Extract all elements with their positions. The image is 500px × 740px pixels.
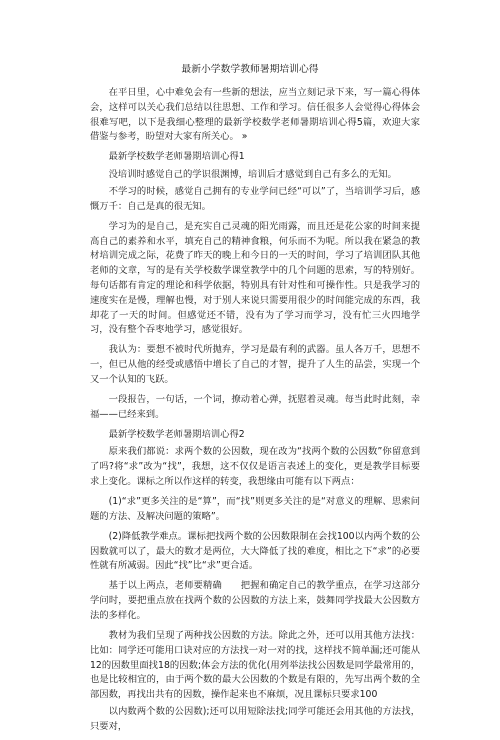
intro-paragraph: 在平日里，心中难免会有一些新的想法，应当立刻记录下来，写一篇心得体会，这样可以关心我们总结以往思想、工作和学习。信任很多人会觉得心得体会很难写吧，以下是我细心整理的最新学校数学老师暑期培训心得5篇，欢迎大家借鉴与参考，盼望对大家有所关心。 » [90,87,420,143]
section-heading: 最新学校数学老师暑期培训心得2 [108,428,245,440]
body-paragraph: 原来我们都说：求两个数的公因数，现在改为“找两个数的公因数”你留意到了吗?将“求”改为“找”，我想，这不仅仅是语言表述上的变化，更是教学目标要求上变化。课标之所以作这样的转变，我想缘由可能有以下两点： [90,446,420,488]
body-paragraph: 基于以上两点，老师要精确 把握和确定自己的教学重点，在学习这部分学问时，要把重点放在找两个数的公因数的方法上来，鼓舞同学找最大公因数方法的多样化。 [90,580,420,621]
body-paragraph: 没培训时感觉自己的学识很渊博，培训后才感觉到自己有多么的无知。 [108,169,397,181]
body-paragraph: 不学习的时候，感觉自己拥有的专业学问已经“可以”了，当培训学习后，感慨万千：自己是真的很无知。 [90,185,420,212]
page-title: 最新小学数学教师暑期培训心得 [181,64,319,75]
body-paragraph: 一段报告，一句话，一个词，撩动着心弹，抚慰着灵魂。每当此时此刻，幸福——已经来到。 [90,393,420,420]
body-paragraph: 教材为我们呈现了两种找公因数的方法。除此之外，还可以用其他方法找：比如：同学还可能用口诀对应的方法找一对一对的找，这样找不简单漏;还可能从12的因数里面找18的因数;体会方法的优化(用列举法找公因数是同学最常用的，也是比较相宜的，由于两个数的最大公因数的个数是有限的，先写出两个数的全部因数，再找出共有的因数，操作起来也不麻烦，况且课标只要求100 [90,629,420,701]
section-heading: 最新学校数学老师暑期培训心得1 [108,151,245,163]
body-paragraph: 我认为：要想不被时代所抛弃，学习是最有利的武器。虽人各万千，思想不一，但已从他的经受或感悟中增长了自己的才智，提升了人生的品尝，实现一个又一个认知的飞跃。 [90,344,420,385]
document-body [90,86,420,740]
body-paragraph: (1)“求”更多关注的是“算”，而“找”则更多关注的是“对意义的理解、思索问题的方法、及解决问题的策略”。 [90,496,420,522]
body-paragraph: 学习为的是自己，是充实自己灵魂的阳光雨露，而且还是花公家的时间来提高自己的素养和水平，填充自己的精神食粮，何乐而不为呢。所以我在紧急的教材培训完成之际，花费了昨天的晚上和今日的一天的时间，学习了培训团队其他老师的文章，写的是有关学校数学课堂教学中的几个问题的思索，写的特别好。每句话都有肯定的理论和科学依据，特别具有针对性和可操作性。只是我学习的速度实在是慢，理解也慢，对于别人来说只需要用很少的时间能完成的东西，我却花了一天的时间。但感觉还不错，没有为了学习而学习，没有忙三火四地学习，没有整个吞枣地学习，感觉很好。 [90,220,420,336]
body-paragraph: (2)降低教学难点。课标把找两个数的公因数限制在会找100以内两个数的公因数就可以了，最大的数才是两位，大大降低了找的难度，相比之下“求”的必要性就有所减弱。因此“找”比“求”更合适。 [90,530,420,572]
body-paragraph: 以内数两个数的公因数);还可以用短除法找;同学可能还会用其他的方法找，只要对， [90,705,420,732]
